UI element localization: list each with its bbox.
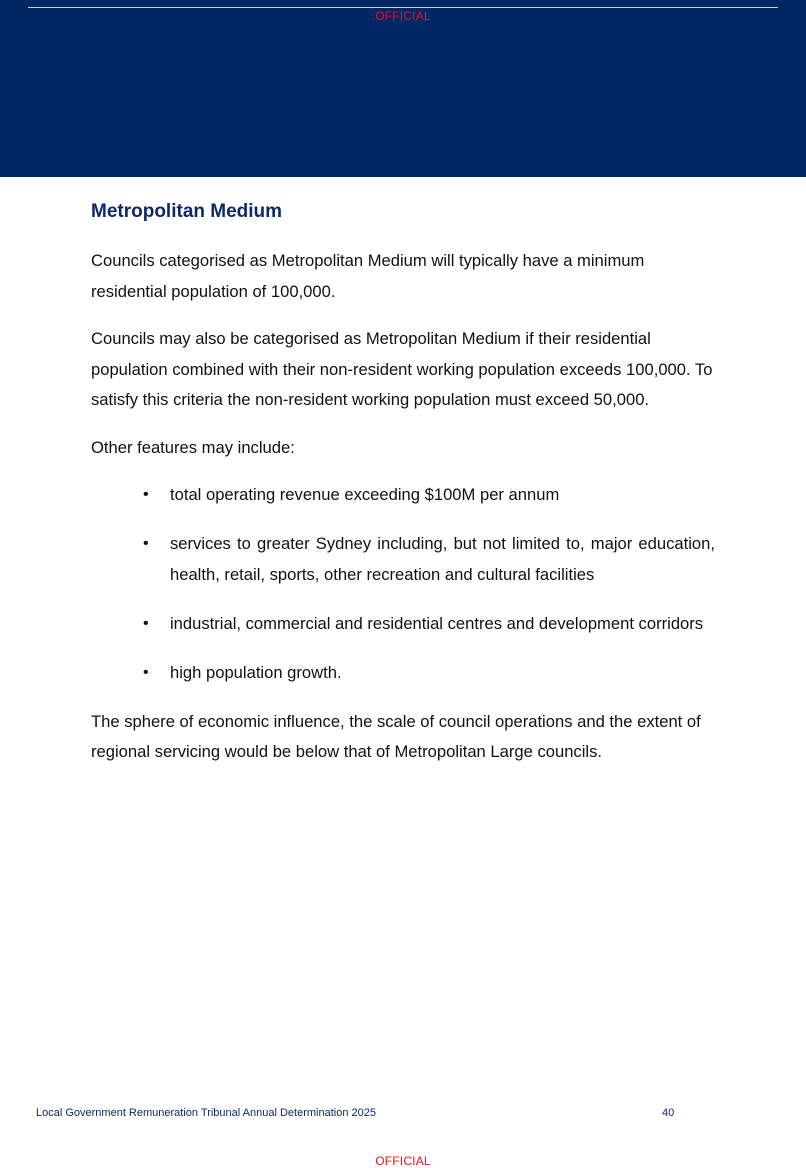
bullet-icon: • <box>143 535 149 552</box>
list-item <box>91 609 715 640</box>
bullet-icon: • <box>143 486 149 503</box>
bullet-icon: • <box>143 614 149 632</box>
footer-document-title: Local Government Remuneration Tribunal Annual Determination 2025 <box>36 1107 376 1119</box>
list-item-text: industrial, commercial and residential centres and development corridors <box>170 613 704 633</box>
list-item-text: high population growth. <box>170 662 342 682</box>
list-item <box>91 480 715 511</box>
paragraph-closing: The sphere of economic influence, the scale of council operations and the extent of regional servicing would be below that of Metropolitan Large councils. <box>91 711 701 761</box>
list-item-text: services to greater Sydney including, but not limited to, major education, health, retail, sports, other recreation and cultural facilities <box>170 534 715 584</box>
classification-top: OFFICIAL <box>375 9 431 23</box>
list-item-text: total operating revenue exceeding $100M per annum <box>170 485 560 504</box>
list-item <box>91 529 715 590</box>
paragraph-other-features: Other features may include: <box>91 437 295 457</box>
section-heading: Metropolitan Medium <box>91 201 283 222</box>
header-band <box>0 0 806 177</box>
footer-page-number: 40 <box>662 1107 675 1119</box>
bullet-icon: • <box>143 663 149 681</box>
paragraph-combined-population: Councils may also be categorised as Metropolitan Medium if their residential population combined with their non-resident working population exceeds 100,000. To satisfy this criteria the non-resident working population must exceed 50,000. <box>91 329 713 409</box>
document-body <box>91 199 715 785</box>
list-item <box>91 658 715 689</box>
header-rule <box>28 7 778 8</box>
classification-bottom: OFFICIAL <box>375 1154 431 1168</box>
paragraph-minimum-population: Councils categorised as Metropolitan Medium will typically have a minimum residential population of 100,000. <box>91 251 645 301</box>
features-list <box>91 480 715 688</box>
